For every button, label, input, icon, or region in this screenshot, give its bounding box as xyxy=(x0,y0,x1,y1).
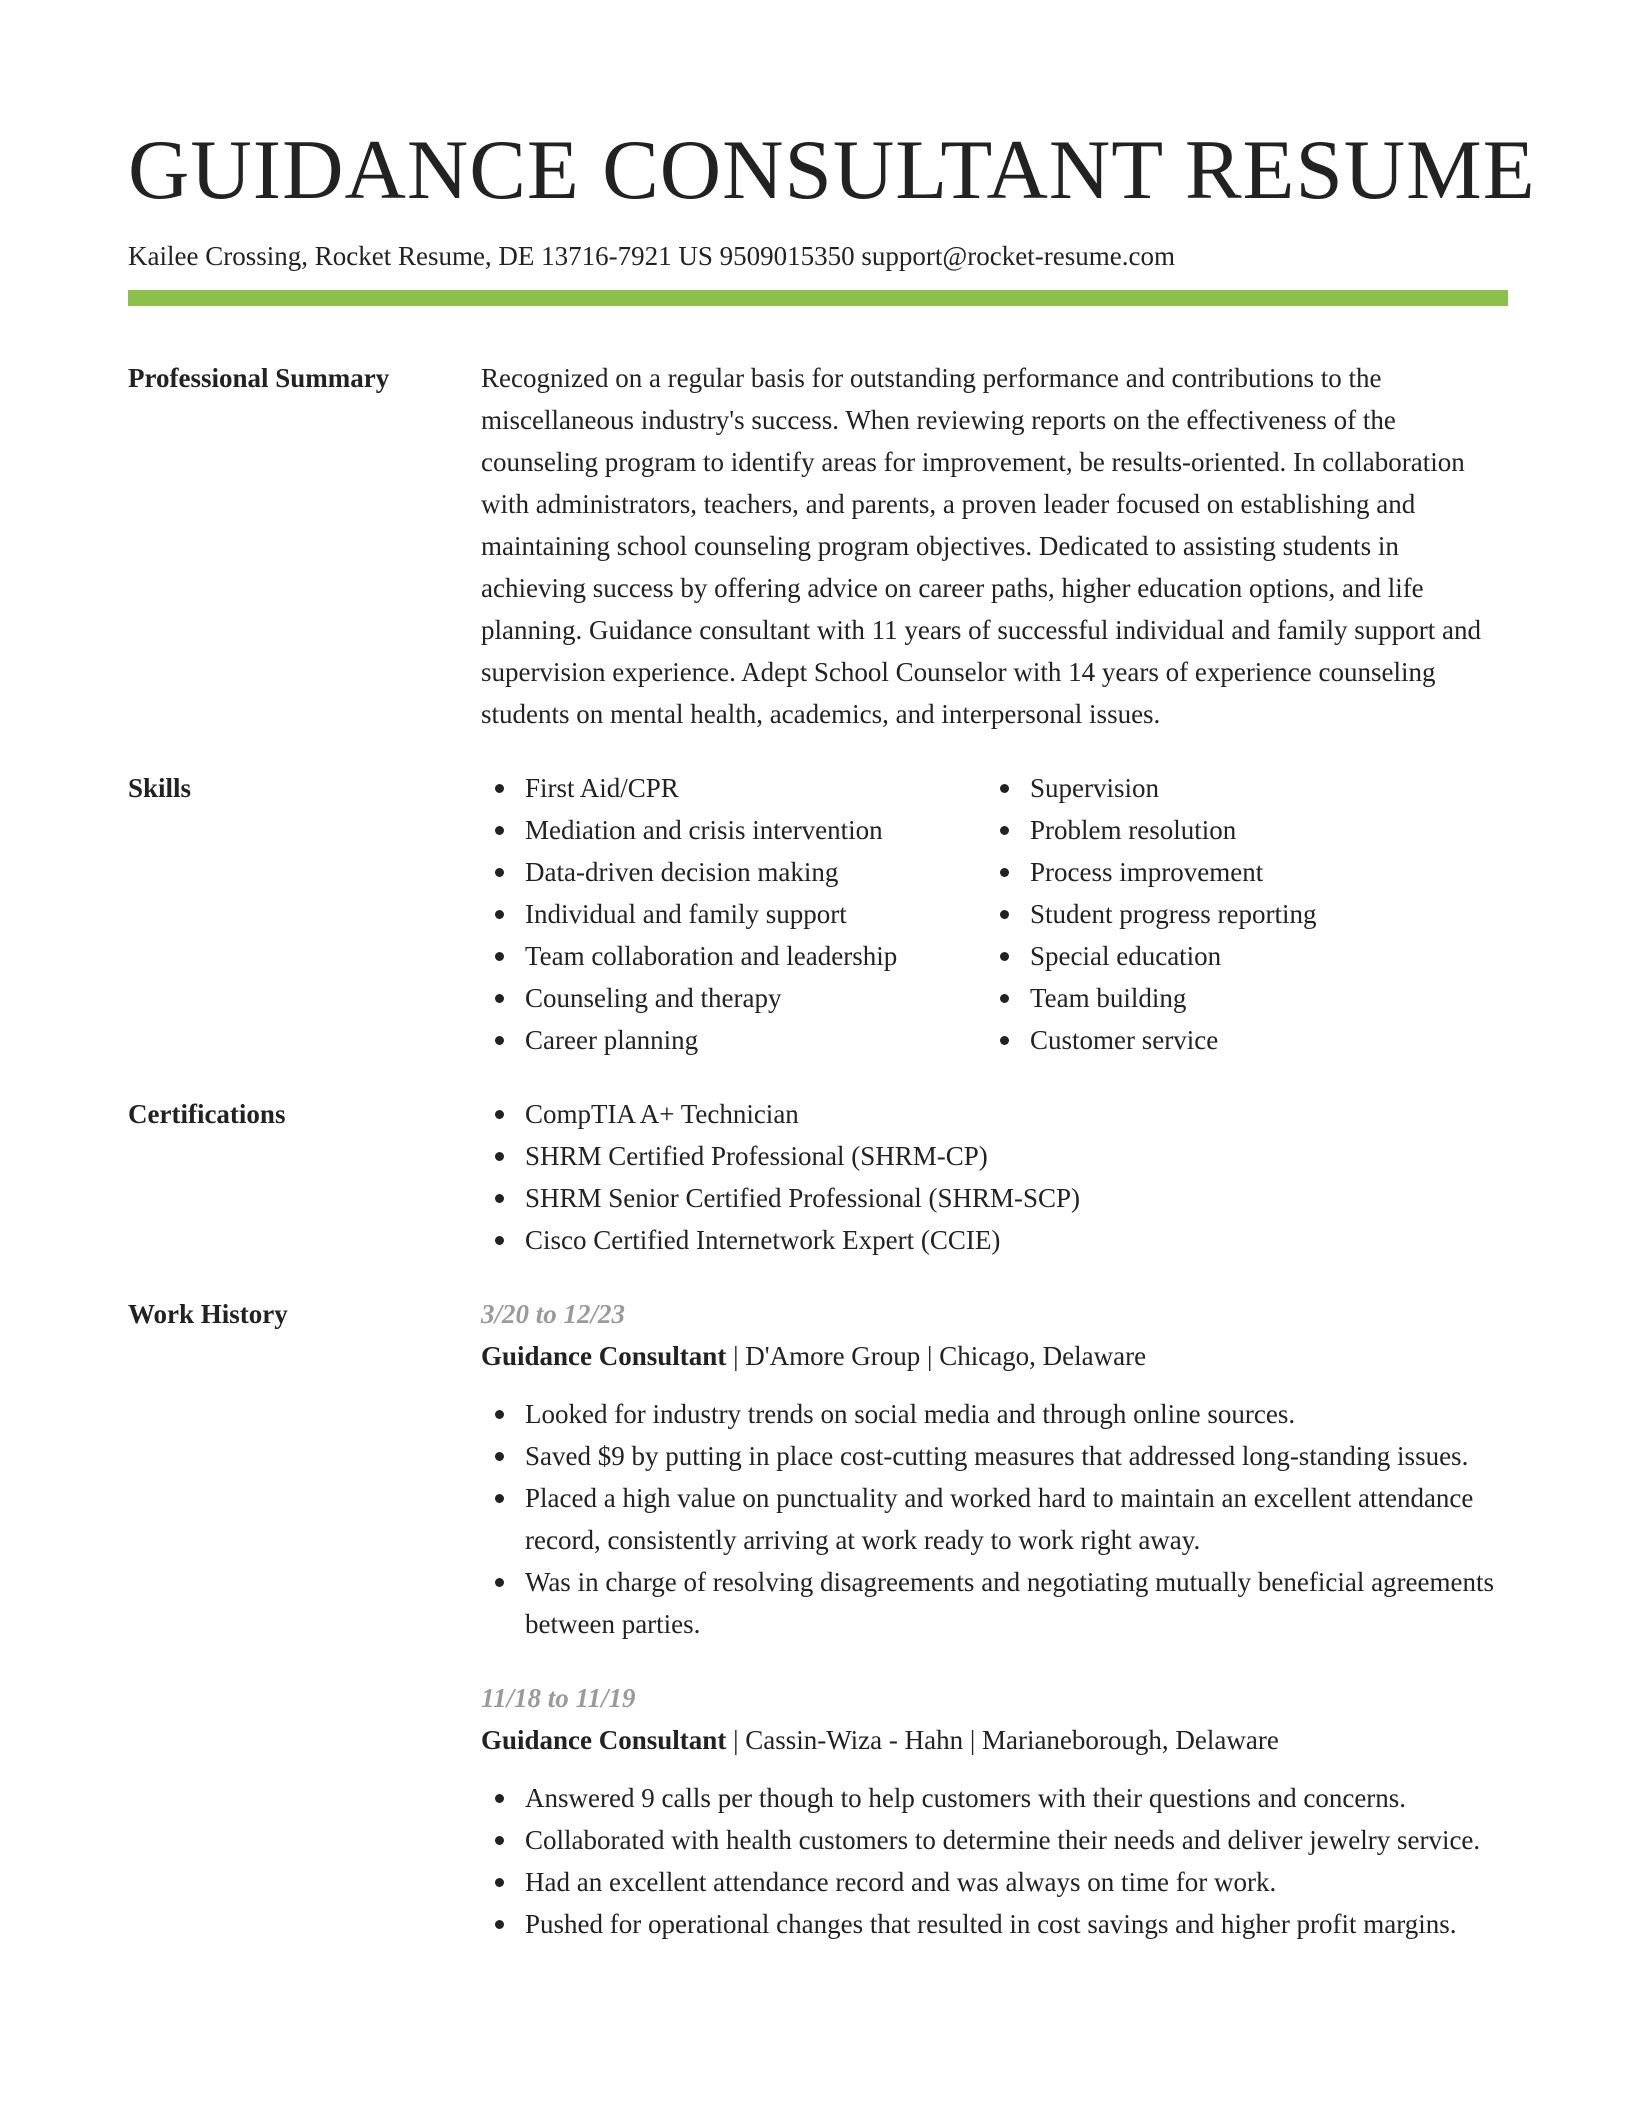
skill-item: Special education xyxy=(986,935,1491,977)
bullet-icon xyxy=(495,1410,504,1419)
bullet-icon xyxy=(495,1152,504,1161)
skill-item: Data-driven decision making xyxy=(481,851,986,893)
job-title: Guidance Consultant xyxy=(481,1725,727,1755)
skills-column-2 xyxy=(986,767,1491,1061)
job-heading xyxy=(481,1719,1508,1761)
skill-item: Student progress reporting xyxy=(986,893,1491,935)
section-label-certifications: Certifications xyxy=(128,1099,286,1129)
job-bullet-list xyxy=(481,1777,1508,1945)
job-entry xyxy=(481,1293,1508,1645)
header-divider xyxy=(128,290,1508,306)
summary-text: Recognized on a regular basis for outstanding performance and contributions to the miscellaneous industry's success. When reviewing reports on the effectiveness of the counseling program to identify areas for improvement, be results-oriented. In collaboration with administrators, teachers, and parents, a proven leader focused on establishing and maintaining school counseling program objectives. Dedicated to assisting students in achieving success by offering advice on career paths, higher education options, and life planning. Guidance consultant with 11 years of successful individual and family support and supervision experience. Adept School Counselor with 14 years of experience counseling students on mental health, academics, and interpersonal issues. xyxy=(481,363,1482,729)
job-bullet: Looked for industry trends on social media and through online sources. xyxy=(481,1393,1508,1435)
bullet-icon xyxy=(495,1194,504,1203)
bullet-icon xyxy=(495,910,504,919)
bullet-icon xyxy=(1000,868,1009,877)
bullet-icon xyxy=(1000,784,1009,793)
job-bullet: Pushed for operational changes that resulted in cost savings and higher profit margins. xyxy=(481,1903,1508,1945)
skill-item: Career planning xyxy=(481,1019,986,1061)
skills-section xyxy=(128,767,1508,1061)
job-bullet: Placed a high value on punctuality and worked hard to maintain an excellent attendance record, consistently arriving at work ready to work right away. xyxy=(481,1477,1508,1561)
bullet-icon xyxy=(495,784,504,793)
bullet-icon xyxy=(495,826,504,835)
skill-item: First Aid/CPR xyxy=(481,767,986,809)
skill-item: Mediation and crisis intervention xyxy=(481,809,986,851)
skill-item: Counseling and therapy xyxy=(481,977,986,1019)
bullet-icon xyxy=(495,1920,504,1929)
certification-item: SHRM Certified Professional (SHRM-CP) xyxy=(481,1135,1508,1177)
job-dates: 11/18 to 11/19 xyxy=(481,1683,636,1713)
certifications-list xyxy=(481,1093,1508,1261)
bullet-icon xyxy=(495,994,504,1003)
job-details: | Cassin-Wiza - Hahn | Marianeborough, Delaware xyxy=(726,1725,1279,1755)
summary-section xyxy=(128,357,1508,735)
section-label-summary: Professional Summary xyxy=(128,363,390,393)
certification-item: CompTIA A+ Technician xyxy=(481,1093,1508,1135)
skill-item: Customer service xyxy=(986,1019,1491,1061)
bullet-icon xyxy=(495,868,504,877)
bullet-icon xyxy=(495,1836,504,1845)
bullet-icon xyxy=(1000,994,1009,1003)
job-entry xyxy=(481,1677,1508,1945)
bullet-icon xyxy=(1000,1036,1009,1045)
skills-column-1 xyxy=(481,767,986,1061)
certification-item: SHRM Senior Certified Professional (SHRM-SCP) xyxy=(481,1177,1508,1219)
job-heading xyxy=(481,1335,1508,1377)
bullet-icon xyxy=(495,1578,504,1587)
job-bullet: Was in charge of resolving disagreements and negotiating mutually beneficial agreements between parties. xyxy=(481,1561,1508,1645)
skill-item: Team collaboration and leadership xyxy=(481,935,986,977)
work-history-section xyxy=(128,1293,1508,1945)
contact-line: Kailee Crossing, Rocket Resume, DE 13716-7921 US 9509015350 support@rocket-resume.com xyxy=(128,241,1175,271)
skill-item: Process improvement xyxy=(986,851,1491,893)
bullet-icon xyxy=(495,1452,504,1461)
job-title: Guidance Consultant xyxy=(481,1341,727,1371)
resume-title: GUIDANCE CONSULTANT RESUME xyxy=(128,123,1536,217)
skill-item: Problem resolution xyxy=(986,809,1491,851)
bullet-icon xyxy=(495,1794,504,1803)
job-bullet: Had an excellent attendance record and was always on time for work. xyxy=(481,1861,1508,1903)
bullet-icon xyxy=(1000,910,1009,919)
job-dates: 3/20 to 12/23 xyxy=(481,1299,626,1329)
skill-item: Supervision xyxy=(986,767,1491,809)
bullet-icon xyxy=(495,1878,504,1887)
bullet-icon xyxy=(495,1036,504,1045)
certifications-section xyxy=(128,1093,1508,1261)
resume-page xyxy=(128,118,1536,1945)
job-bullet: Answered 9 calls per though to help customers with their questions and concerns. xyxy=(481,1777,1508,1819)
job-details: | D'Amore Group | Chicago, Delaware xyxy=(726,1341,1147,1371)
job-bullet: Collaborated with health customers to determine their needs and deliver jewelry service. xyxy=(481,1819,1508,1861)
bullet-icon xyxy=(1000,952,1009,961)
section-label-work-history: Work History xyxy=(128,1299,288,1329)
bullet-icon xyxy=(495,1110,504,1119)
job-bullet-list xyxy=(481,1393,1508,1645)
bullet-icon xyxy=(495,1236,504,1245)
section-label-skills: Skills xyxy=(128,773,192,803)
bullet-icon xyxy=(495,952,504,961)
bullet-icon xyxy=(495,1494,504,1503)
certification-item: Cisco Certified Internetwork Expert (CCIE) xyxy=(481,1219,1508,1261)
skill-item: Individual and family support xyxy=(481,893,986,935)
job-bullet: Saved $9 by putting in place cost-cutting measures that addressed long-standing issues. xyxy=(481,1435,1508,1477)
skill-item: Team building xyxy=(986,977,1491,1019)
bullet-icon xyxy=(1000,826,1009,835)
